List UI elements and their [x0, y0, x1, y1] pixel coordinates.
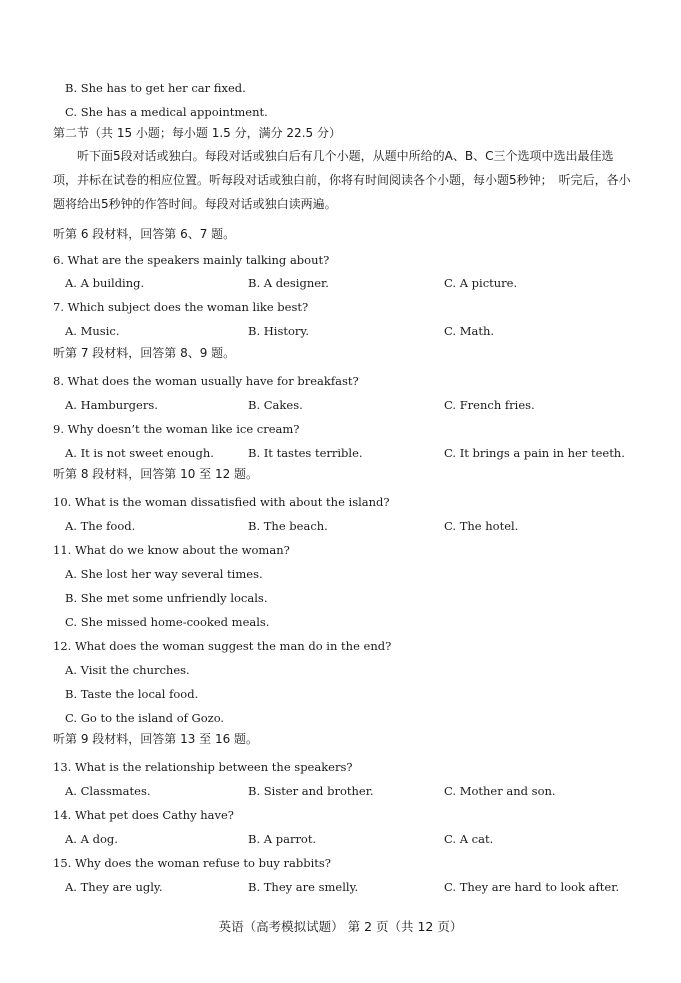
group-heading-7: 听第 7 段材料，回答第 8、9 题。 [53, 346, 236, 360]
question-10-option-a: A. The food. [65, 519, 136, 533]
question-6-option-a: A. A building. [65, 276, 145, 290]
question-8-option-b: B. Cakes. [248, 398, 303, 412]
prev-option-b: B. She has to get her car fixed. [65, 81, 246, 95]
group-heading-6: 听第 6 段材料，回答第 6、7 题。 [53, 227, 236, 241]
question-7-option-b: B. History. [248, 324, 310, 338]
question-8-stem: 8. What does the woman usually have for breakfast? [53, 374, 359, 388]
question-9-option-b: B. It tastes terrible. [248, 446, 363, 460]
question-12-option-b: B. Taste the local food. [65, 687, 199, 701]
question-11-stem: 11. What do we know about the woman? [53, 543, 290, 557]
question-6-stem: 6. What are the speakers mainly talking about? [53, 253, 330, 267]
question-7-option-c: C. Math. [444, 324, 495, 338]
question-14-option-a: A. A dog. [65, 832, 118, 846]
question-7-stem: 7. Which subject does the woman like best? [53, 300, 309, 314]
question-10-option-c: C. The hotel. [444, 519, 519, 533]
section-heading: 第二节（共 15 小题；每小题 1.5 分，满分 22.5 分） [53, 126, 341, 140]
question-11-option-b: B. She met some unfriendly locals. [65, 591, 268, 605]
question-15-stem: 15. Why does the woman refuse to buy rabbits? [53, 856, 331, 870]
question-10-stem: 10. What is the woman dissatisfied with about the island? [53, 495, 390, 509]
question-14-option-b: B. A parrot. [248, 832, 317, 846]
question-9-option-a: A. It is not sweet enough. [65, 446, 214, 460]
question-13-option-b: B. Sister and brother. [248, 784, 374, 798]
question-8-option-c: C. French fries. [444, 398, 535, 412]
question-9-stem: 9. Why doesn’t the woman like ice cream? [53, 422, 300, 436]
question-12-option-a: A. Visit the churches. [65, 663, 190, 677]
question-11-option-c: C. She missed home-cooked meals. [65, 615, 270, 629]
question-15-option-a: A. They are ugly. [65, 880, 163, 894]
prev-option-c: C. She has a medical appointment. [65, 105, 268, 119]
group-heading-9: 听第 9 段材料，回答第 13 至 16 题。 [53, 732, 259, 746]
question-10-option-b: B. The beach. [248, 519, 328, 533]
instructions-paragraph: 听下面5段对话或独白。每段对话或独白后有几个小题，从题中所给的A、B、C三个选项中选出最佳选项，并标在试卷的相应位置。听每段对话或独白前，你将有时间阅读各个小题，每小题5秒钟； 听完后，各小题将给出5秒钟的作答时间。每段对话或独白读两遍。 [53, 149, 631, 211]
question-14-stem: 14. What pet does Cathy have? [53, 808, 234, 822]
question-15-option-b: B. They are smelly. [248, 880, 359, 894]
question-6-option-b: B. A designer. [248, 276, 329, 290]
question-13-stem: 13. What is the relationship between the speakers? [53, 760, 353, 774]
group-heading-8: 听第 8 段材料，回答第 10 至 12 题。 [53, 467, 259, 481]
question-14-option-c: C. A cat. [444, 832, 494, 846]
question-12-option-c: C. Go to the island of Gozo. [65, 711, 225, 725]
question-8-option-a: A. Hamburgers. [65, 398, 158, 412]
page-footer: 英语（高考模拟试题） 第 2 页（共 12 页） [218, 919, 463, 934]
question-9-option-c: C. It brings a pain in her teeth. [444, 446, 625, 460]
question-6-option-c: C. A picture. [444, 276, 518, 290]
question-13-option-c: C. Mother and son. [444, 784, 556, 798]
question-7-option-a: A. Music. [65, 324, 120, 338]
question-12-stem: 12. What does the woman suggest the man do in the end? [53, 639, 392, 653]
question-13-option-a: A. Classmates. [65, 784, 151, 798]
question-11-option-a: A. She lost her way several times. [65, 567, 263, 581]
question-15-option-c: C. They are hard to look after. [444, 880, 620, 894]
